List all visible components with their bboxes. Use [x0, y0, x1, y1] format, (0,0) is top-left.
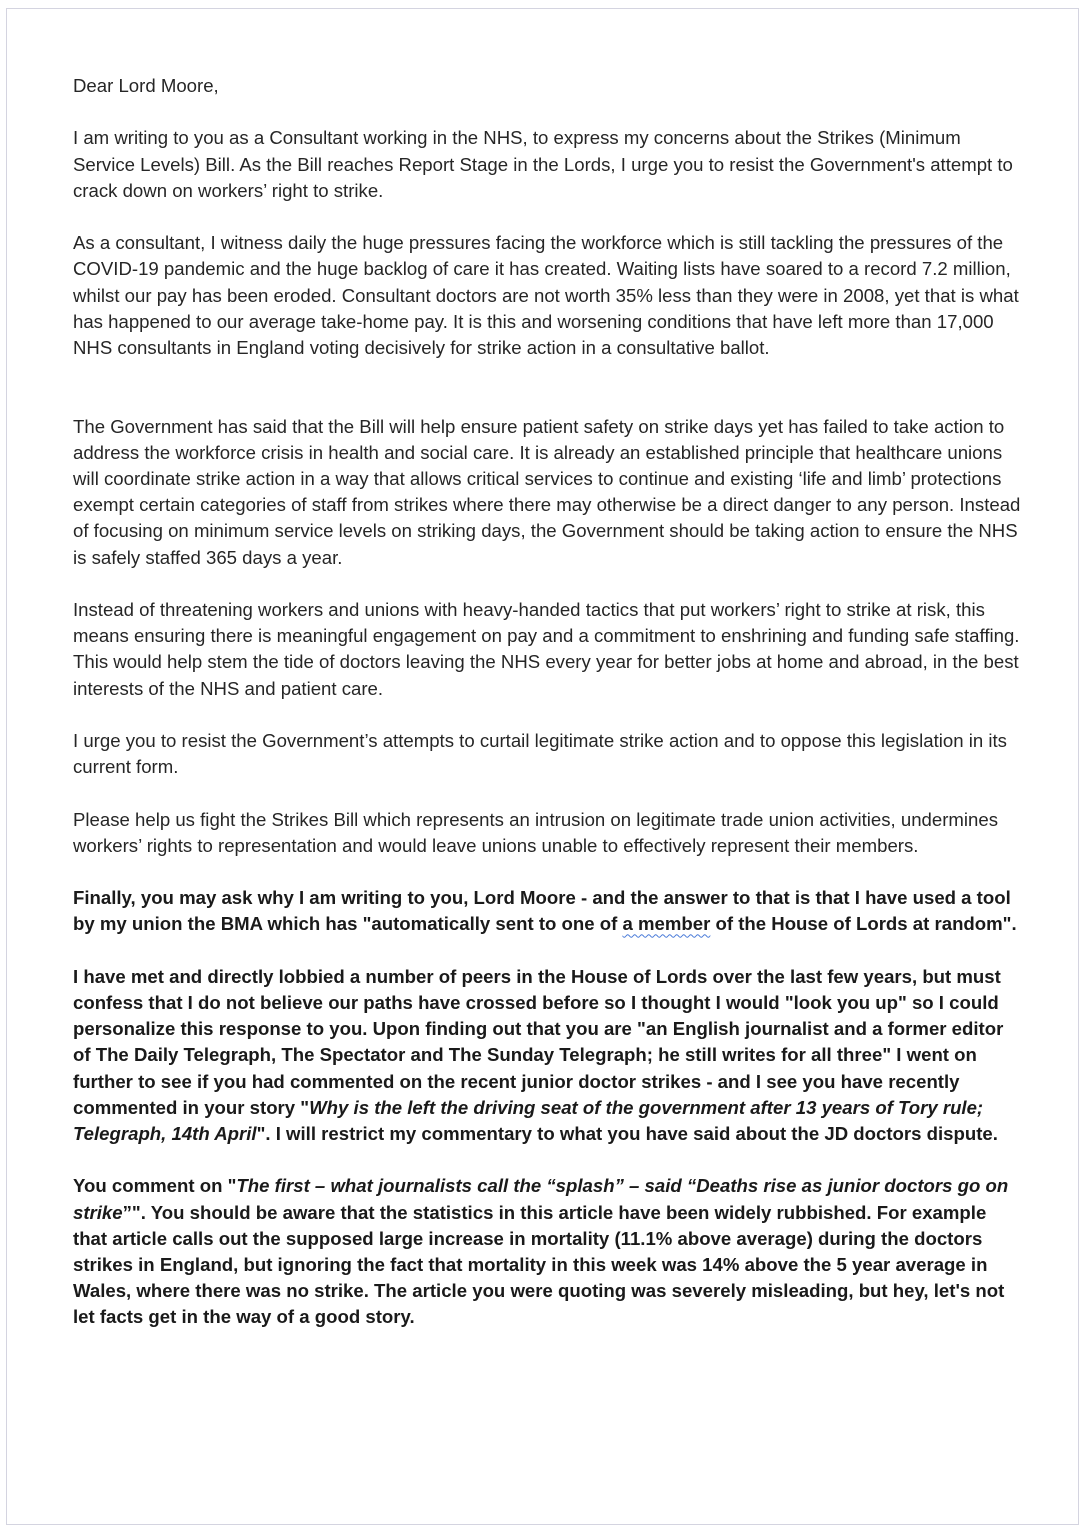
letter-body [73, 73, 1023, 1357]
paragraph-5: I urge you to resist the Government’s attempts to curtail legitimate strike action and to oppose this legislation in its current form. [73, 730, 1007, 778]
paragraph-2: As a consultant, I witness daily the huge pressures facing the workforce which is still tackling the pressures of the COVID-19 pandemic and the huge backlog of care it has created. Waiting lists have soared to a record 7.2 million, whilst our pay has been eroded. Consultant doctors are not worth 35% less than they were in 2008, yet that is what has happened to our average take-home pay. It is this and worsening conditions that have left more than 17,000 NHS consultants in England voting decisively for strike action in a consultative ballot. [73, 232, 1019, 358]
paragraph-9 [73, 1173, 1023, 1330]
paragraph-1: I am writing to you as a Consultant working in the NHS, to express my concerns about the Strikes (Minimum Service Levels) Bill. As the Bill reaches Report Stage in the Lords, I urge you to resist the Government's attempt to crack down on workers’ right to strike. [73, 127, 1013, 201]
salutation: Dear Lord Moore, [73, 75, 219, 96]
spellcheck-flagged-text[interactable]: a member [622, 913, 711, 935]
article-title-quote: Why is the left the driving seat of the government after 13 years of Tory rule; Telegraph, 14th April [73, 1096, 984, 1144]
paragraph-8-text-end: ". I will restrict my commentary to what you have said about the JD doctors dispute. [256, 1123, 998, 1144]
paragraph-6: Please help us fight the Strikes Bill which represents an intrusion on legitimate trade union activities, undermines workers’ rights to representation and would leave unions unable to effectively represent their members. [73, 808, 999, 856]
paragraph-8-text-start: I have met and directly lobbied a number of peers in the House of Lords over the last few years, but must confess that I do not believe our paths have crossed before so I thought I would "look you up" so I could personalize this response to you. Upon finding out that you are "an English journalist and a former editor of The Daily Telegraph, The Spectator and The Sunday Telegraph; he still writes for all three" I went on further to see if you had commented on the recent junior doctor strikes - and I see you have recently commented in your story " [73, 965, 1004, 1118]
paragraph-7 [73, 885, 1023, 937]
splash-quote: The first – what journalists call the “splash” – said “Deaths rise as junior doctors go on strike [73, 1175, 1009, 1223]
paragraph-7-text-end: of the House of Lords at random". [710, 913, 1017, 935]
paragraph-9-text-end: ”". You should be aware that the statistics in this article have been widely rubbished. For example that article calls out the supposed large increase in mortality (11.1% above average) during the doctors strikes in England, but ignoring the fact that mortality in this week was 14% above the 5 year average in Wales, where there was no strike. The article you were quoting was severely misleading, but hey, let's not let facts get in the way of a good story. [73, 1201, 1005, 1328]
paragraph-7-text-start: Finally, you may ask why I am writing to you, Lord Moore - and the answer to that is that I have used a tool by my union the BMA which has "automatically sent to one of [73, 887, 1011, 935]
paragraph-9-text-start: You comment on " [73, 1175, 237, 1197]
document-page [6, 8, 1079, 1525]
paragraph-4: Instead of threatening workers and unions with heavy-handed tactics that put workers’ right to strike at risk, this means ensuring there is meaningful engagement on pay and a commitment to enshrining and funding safe staffing. This would help stem the tide of doctors leaving the NHS every year for better jobs at home and abroad, in the best interests of the NHS and patient care. [73, 599, 1020, 699]
paragraph-3: The Government has said that the Bill will help ensure patient safety on strike days yet has failed to take action to address the workforce crisis in health and social care. It is already an established principle that healthcare unions will coordinate strike action in a way that allows critical services to continue and existing ‘life and limb’ protections exempt certain categories of staff from strikes where there may otherwise be a direct danger to any person. Instead of focusing on minimum service levels on striking days, the Government should be taking action to ensure the NHS is safely staffed 365 days a year. [73, 415, 1021, 568]
paragraph-8 [73, 964, 1023, 1147]
